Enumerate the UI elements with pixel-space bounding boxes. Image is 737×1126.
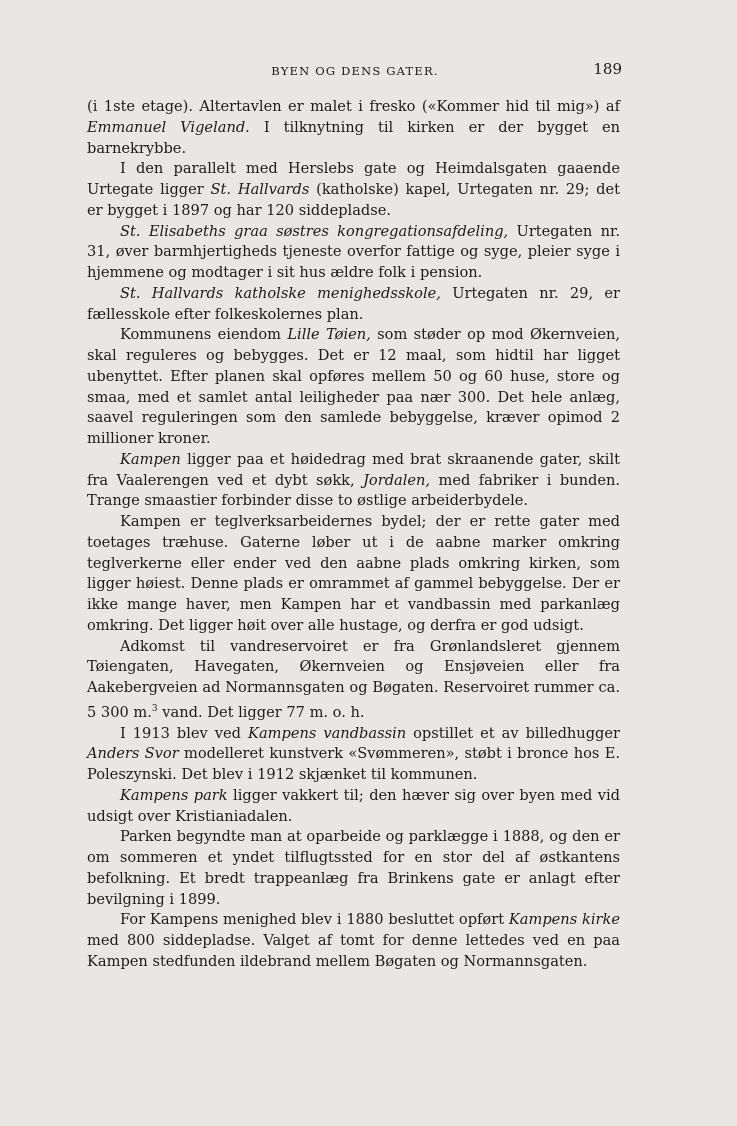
running-head: BYEN OG DENS GATER.	[271, 64, 439, 78]
paragraph	[87, 159, 620, 221]
paragraph	[87, 450, 620, 512]
italic-run: Kampen	[120, 450, 181, 468]
paragraph	[87, 222, 620, 284]
italic-run: Anders Svor	[87, 745, 179, 763]
text-run: Adkomst til vandreservoiret er fra Grønlandsleret gjennem Tøiengaten, Havegaten, Økernveien og Ensjøveien eller fra Aakebergveien ad Normannsgaten og Bøgaten. Reservoiret rummer ca. 5 300 m.	[87, 637, 620, 721]
page-number: 189	[593, 60, 622, 78]
italic-run: Kampens vandbassin	[248, 724, 407, 742]
text-run: I tilknytning til kirken er der bygget en barnekrybbe.	[87, 118, 620, 157]
text-run: opstillet et av billedhugger	[406, 724, 621, 742]
text-run: Urtegaten nr. 29, er fællesskole efter folkeskolernes plan.	[87, 284, 620, 323]
text-run: med fabriker i bunden. Trange smaastier forbinder disse to østlige arbeiderbydele.	[87, 471, 620, 510]
italic-run: Kampens kirke	[508, 911, 620, 929]
text-run: ligger paa et høidedrag med brat skraanende gater, skilt fra Vaalerengen ved et dybt søkk,	[87, 450, 620, 489]
text-run: Parken begyndte man at oparbeide og parklægge i 1888, og den er om sommeren et yndet tilflugtssted for en stor del af østkantens befolkning. Et bredt trappeanlæg fra Brinkens gate er anlagt efter bevilgning i 1899.	[87, 828, 620, 908]
text-run: som støder op mod Økernveien, skal reguleres og bebygges. Det er 12 maal, som hidtil har ligget ubenyttet. Efter planen skal opføres mellem 50 og 60 huse, store og smaa, med et samlet antal leiligheder paa nær 300. Det hele anlæg, saavel reguleringen som den samlede bebyggelse, kræver opimod 2 millioner kroner.	[87, 326, 620, 447]
paragraph	[87, 284, 620, 326]
paragraph	[87, 512, 620, 637]
text-run: Kampen er teglverksarbeidernes bydel; der er rette gater med toetages træhuse. Gaterne løber ut i de aabne marker omkring teglverkerne eller ender ved den aabne plads omkring kirken, som ligger høiest. Denne plads er omrammet af gammel bebyggelse. Der er ikke mange haver, men Kampen har et vandbassin med parkanlæg omkring. Det ligger høit over alle hustage, og derfra er god udsigt.	[87, 513, 620, 634]
text-run: For Kampens menighed blev i 1880 besluttet opført	[120, 911, 509, 929]
paragraph	[87, 827, 620, 910]
paragraph	[87, 637, 620, 724]
paragraph	[87, 910, 620, 972]
body-text	[87, 97, 620, 973]
italic-run: Jordalen,	[363, 471, 431, 489]
italic-run: Lille Tøien,	[287, 326, 371, 344]
paragraph	[87, 325, 620, 450]
italic-run: St. Elisabeths graa søstres kongregationsafdeling,	[120, 222, 509, 240]
italic-run: Emmanuel Vigeland.	[87, 118, 250, 136]
text-run: (i 1ste etage). Altertavlen er malet i fresko («Kommer hid til mig») af	[87, 98, 620, 115]
paragraph	[87, 97, 620, 159]
paragraph	[87, 724, 620, 786]
paragraph	[87, 786, 620, 828]
italic-run: St. Hallvards	[210, 181, 310, 198]
text-run: (katholske) kapel, Urtegaten nr. 29; det er bygget i 1897 og har 120 siddepladse.	[87, 181, 621, 219]
text-run: Kommunens eiendom	[120, 326, 288, 344]
text-run: ligger vakkert til; den hæver sig over byen med vid udsigt over Kristianiadalen.	[87, 786, 620, 825]
text-run: I 1913 blev ved	[120, 724, 249, 742]
text-run: I den parallelt med Herslebs gate og Heimdalsgaten gaaende Urtegate ligger	[87, 160, 620, 198]
italic-run: Kampens park	[120, 786, 228, 804]
page-header	[88, 60, 622, 82]
superscript: 3	[151, 703, 158, 714]
text-run: Urtegaten nr. 31, øver barmhjertigheds tjeneste overfor fattige og syge, pleier syge i hjemmene og modtager i sit hus ældre folk i pension.	[87, 222, 620, 281]
text-run: med 800 siddepladse. Valget af tomt for denne lettedes ved en paa Kampen stedfunden ildebrand mellem Bøgaten og Normannsgaten.	[87, 932, 620, 970]
text-run: vand. Det ligger 77 m. o. h.	[157, 703, 365, 721]
italic-run: St. Hallvards katholske menighedsskole,	[120, 284, 441, 302]
text-run: modelleret kunstverk «Svømmeren», støbt i bronce hos E. Poleszynski. Det blev i 1912 skjænket til kommunen.	[87, 745, 620, 783]
